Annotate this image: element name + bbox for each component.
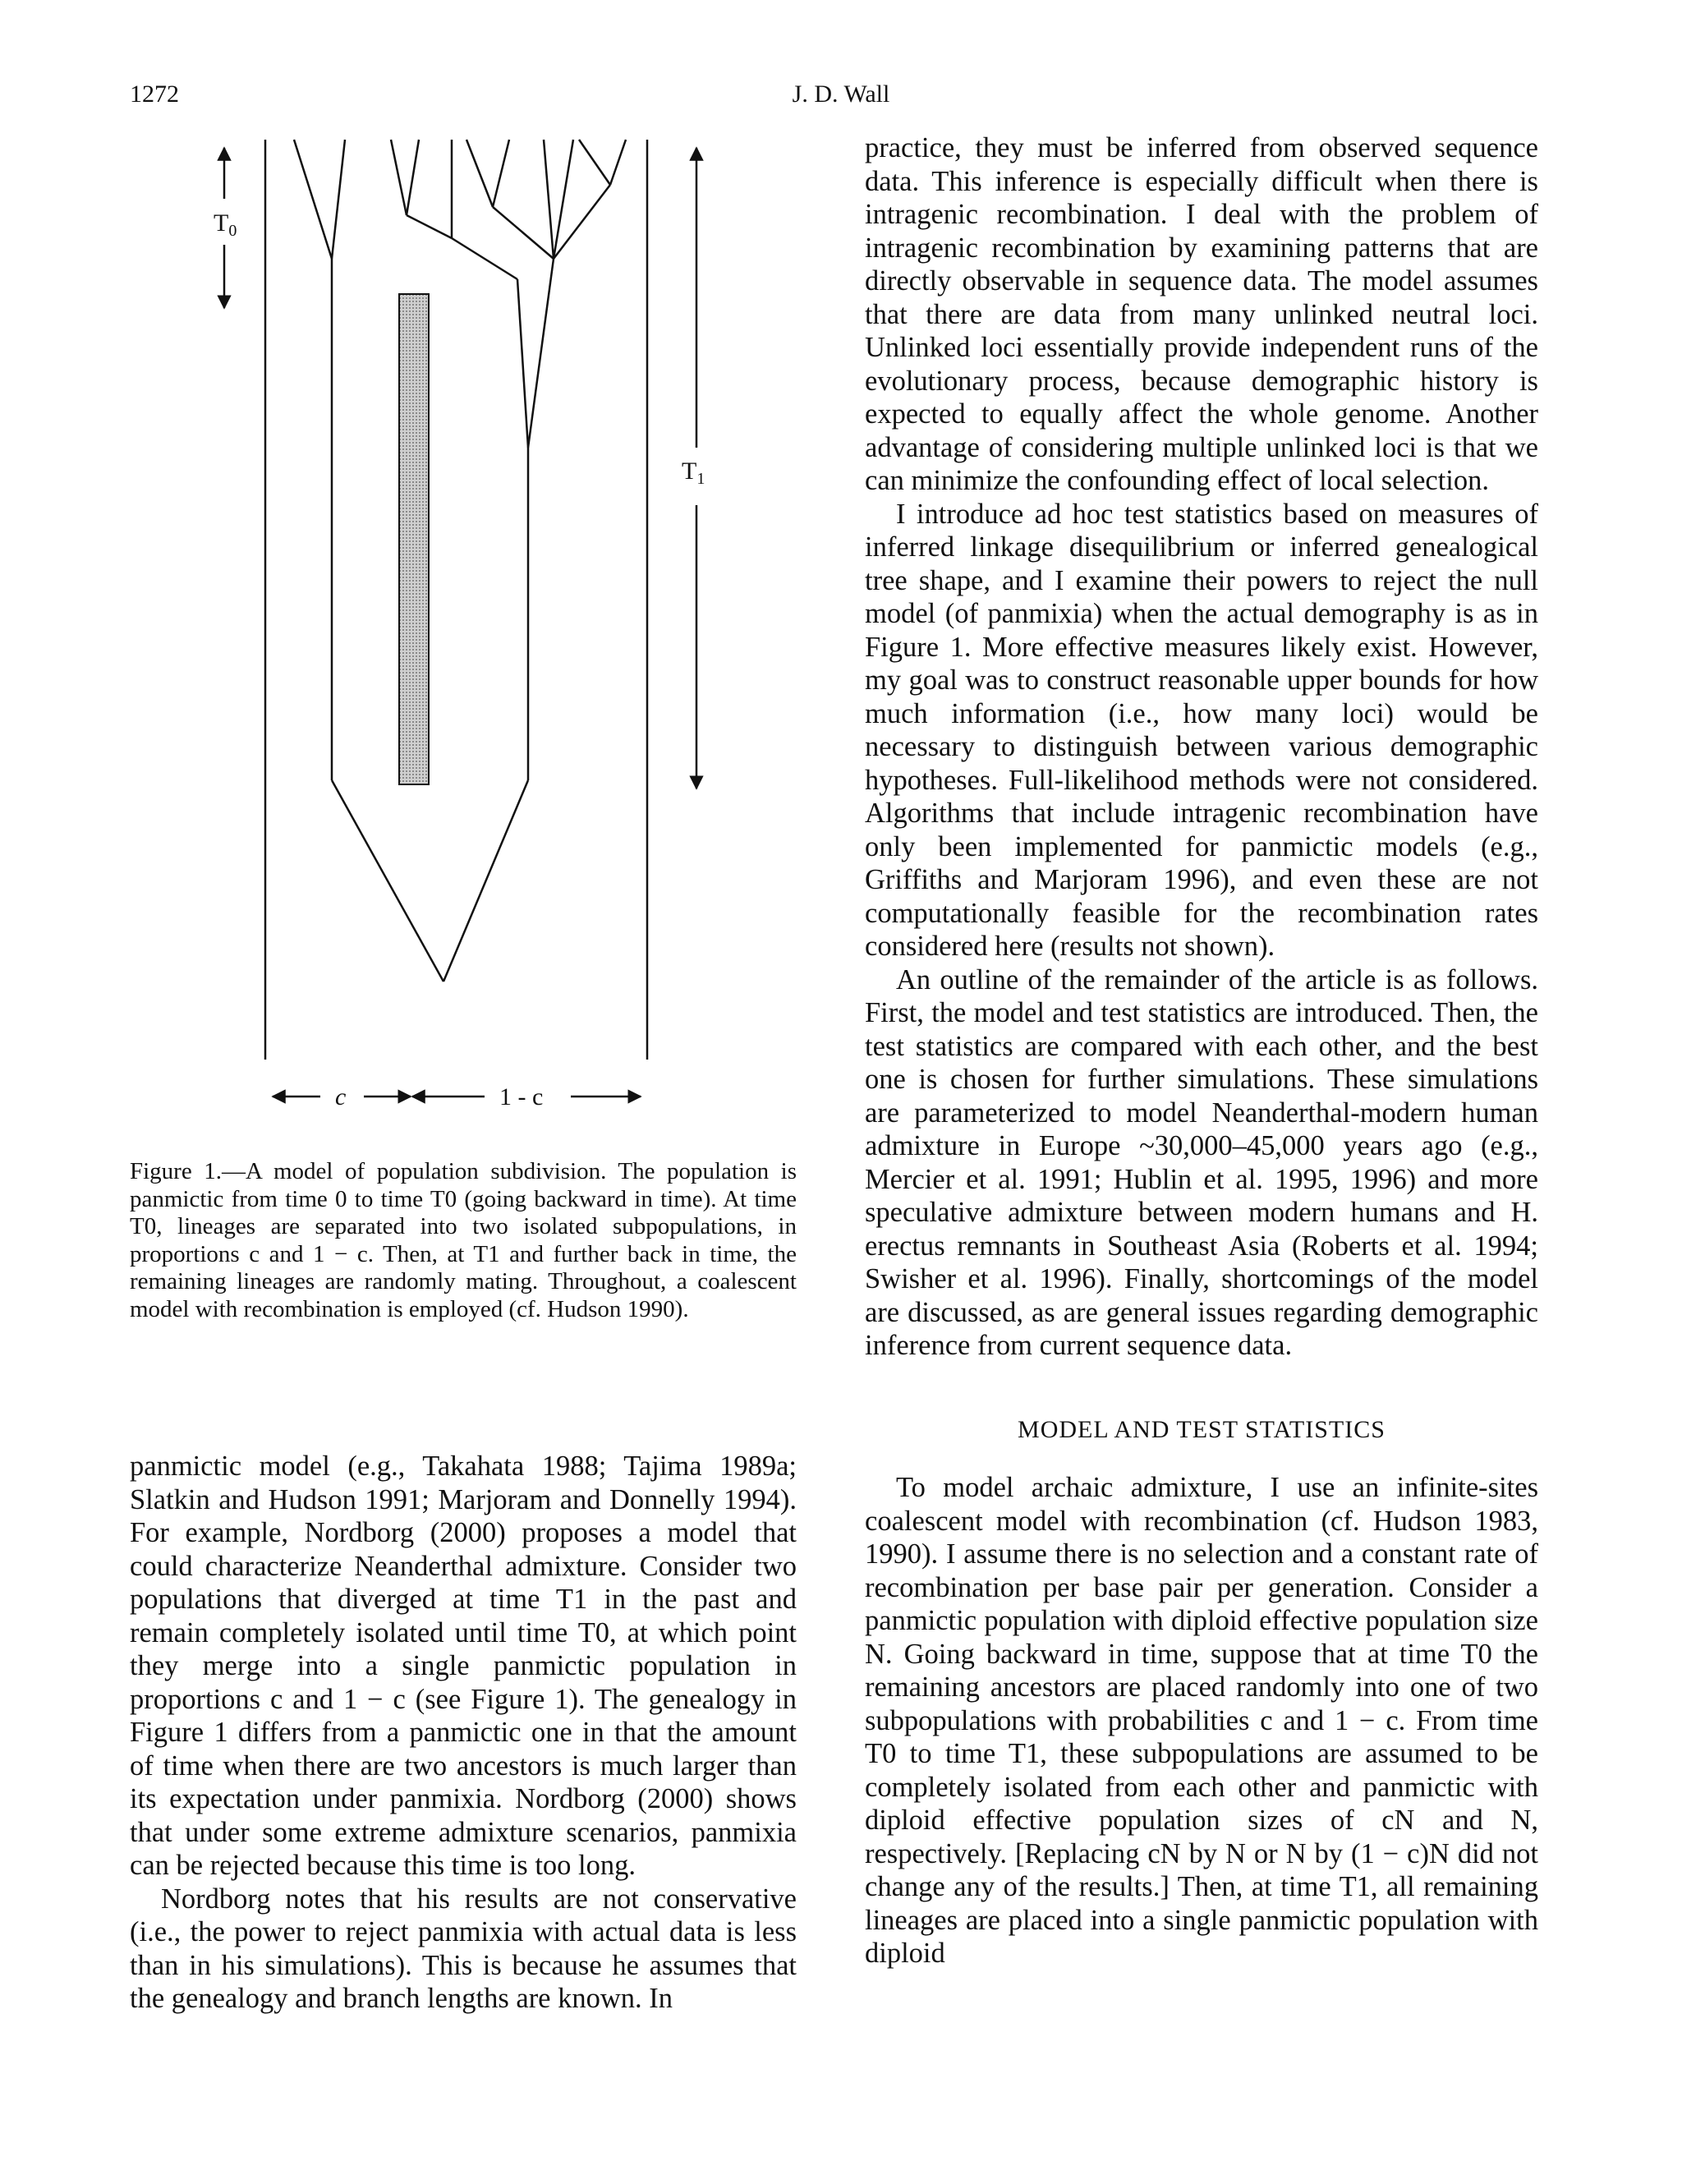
figure-caption: Figure 1.—A model of population subdivision. The population is panmictic from time 0 to time T0 (going backward in time). At time T0, lineages are separated into two isolated subpopulations, in proportions c and 1 − c. Then, at T1 and further back in time, the remaining lineages are randomly mating. Throughout, a coalescent model with recombination is employed (cf. Hudson 1990). (130, 1158, 797, 1322)
paragraph: practice, they must be inferred from observed sequence data. This inference is especially difficult when there is intragenic recombination. I deal with the problem of intragenic recombination by examining patterns that are directly observable in sequence data. The model assumes that there are data from many unlinked neutral loci. Unlinked loci essentially provide independent runs of the evolutionary process, because demographic history is expected to equally affect the whole genome. Another advantage of considering multiple unlinked loci is that we can minimize the confounding effect of local selection. (865, 132, 1538, 496)
figure-1 (123, 123, 838, 1150)
left-column (130, 1450, 797, 2016)
c-label: c (335, 1083, 347, 1110)
t1-label: $T_1$ (682, 457, 705, 488)
genealogy-tree (294, 140, 626, 982)
paragraph: To model archaic admixture, I use an infinite-sites coalescent model with recombination (cf. Hudson 1983, 1990). I assume there is no selection and a constant rate of recombination per base pair per generation. Consider a panmictic population with diploid effective population size N. Going backward in time, suppose that at time T0 the remaining ancestors are placed randomly into one of two subpopulations with probabilities c and 1 − c. From time T0 to time T1, these subpopulations are assumed to be completely isolated from each other and panmictic with diploid effective population sizes of cN and N, respectively. [Replacing cN by N or N by (1 − c)N did not change any of the results.] Then, at time T1, all remaining lineages are placed into a single panmictic population with diploid (865, 1472, 1538, 1969)
right-column (865, 131, 1538, 1970)
paragraph: I introduce ad hoc test statistics based on measures of inferred linkage disequilibrium or inferred genealogical tree shape, and I examine their powers to reject the null model (of panmixia) when the actual demography is as in Figure 1. More effective measures likely exist. However, my goal was to construct reasonable upper bounds for how much information (i.e., how many loci) would be necessary to distinguish between various demographic hypotheses. Full-likelihood methods were not considered. Algorithms that include intragenic recombination have only been implemented for panmictic models (e.g., Griffiths and Marjoram 1996), and even these are not computationally feasible for the recombination rates considered here (results not shown). (865, 498, 1538, 962)
figure-1-diagram (123, 123, 838, 1150)
paragraph: Nordborg notes that his results are not conservative (i.e., the power to reject panmixia with actual data is less than in his simulations). This is because he assumes that the genealogy and branch lengths are known. In (130, 1883, 797, 2014)
paragraph: panmictic model (e.g., Takahata 1988; Tajima 1989a; Slatkin and Hudson 1991; Marjoram and Donnelly 1994). For example, Nordborg (2000) proposes a model that could characterize Neanderthal admixture. Consider two populations that diverged at time T1 in the past and remain completely isolated until time T0, at which point they merge into a single panmictic population in proportions c and 1 − c (see Figure 1). The genealogy in Figure 1 differs from a panmictic one in that the amount of time when there are two ancestors is much larger than its expectation under panmixia. Nordborg (2000) shows that under some extreme admixture scenarios, panmixia can be rejected because this time is too long. (130, 1451, 797, 1881)
section-heading: MODEL AND TEST STATISTICS (1018, 1415, 1386, 1443)
paragraph: An outline of the remainder of the article is as follows. First, the model and test statistics are introduced. Then, the test statistics are compared with each other, and the best one is chosen for further simulations. These simulations are parameterized to model Neanderthal-modern human admixture in Europe ~30,000–45,000 years ago (e.g., Mercier et al. 1991; Hublin et al. 1995, 1996) and more speculative admixture between modern humans and H. erectus remnants in Southeast Asia (Roberts et al. 1994; Swisher et al. 1996). Finally, shortcomings of the model are discussed, as are general issues regarding demographic inference from current sequence data. (865, 963, 1538, 1361)
t0-label: $T_0$ (214, 209, 237, 240)
running-title: J. D. Wall (792, 80, 890, 108)
one-minus-c-label: 1 - c (499, 1083, 544, 1110)
page-number: 1272 (130, 80, 179, 108)
isolated-subpopulation-bar (399, 294, 429, 784)
